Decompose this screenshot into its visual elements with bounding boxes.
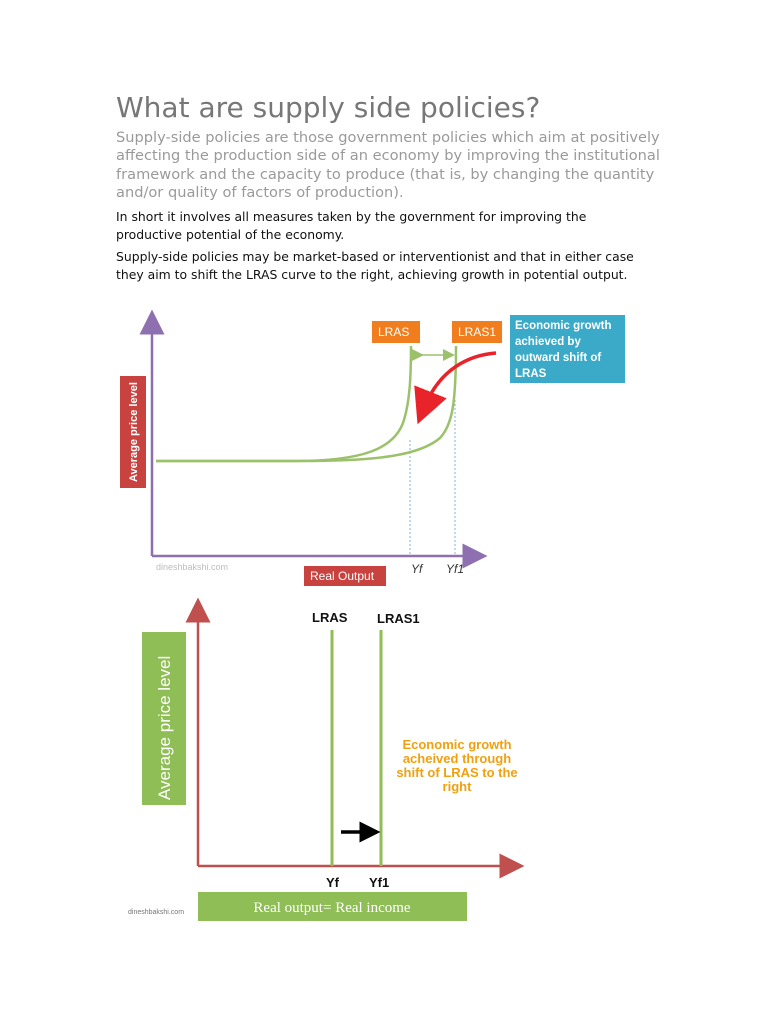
x-tick-yf1: Yf1 [446, 562, 465, 576]
x-tick-yf1-2: Yf1 [369, 875, 390, 890]
lras1-label-2: LRAS1 [377, 611, 420, 626]
watermark-2: dineshbakshi.com [128, 909, 185, 916]
callout-line: achieved by [515, 336, 581, 348]
note-line: right [442, 779, 472, 794]
page-title: What are supply side policies? [116, 91, 541, 124]
intro-paragraph: Supply-side policies are those government policies which aim at positively affecting the production side of an economy by improving the institutional framework and the capacity to produce (that is, by changing the quantity and/or quality of factors of production). [116, 129, 660, 201]
y-axis-label-2: Average price level [155, 655, 174, 800]
lras-label: LRAS [378, 325, 410, 339]
note-line: acheived through [402, 751, 512, 766]
lras-label-2: LRAS [312, 610, 348, 625]
body-paragraph: In short it involves all measures taken by the government for improving the productive potential of the economy. [116, 209, 587, 243]
watermark: dineshbakshi.com [156, 562, 229, 572]
red-pointer-arrow [424, 353, 496, 408]
callout-line: Economic growth [515, 320, 612, 332]
note-line: shift of LRAS to the [396, 765, 518, 780]
x-tick-yf-2: Yf [326, 875, 339, 890]
x-tick-yf: Yf [411, 562, 423, 576]
lras-curve [156, 346, 411, 461]
y-axis-label: Average price level [128, 382, 140, 482]
x-axis-label-2: Real output= Real income [253, 900, 411, 916]
callout-line: LRAS [515, 368, 547, 380]
callout-line: outward shift of [515, 352, 602, 364]
lras1-label: LRAS1 [458, 325, 497, 339]
note-line: Economic growth [402, 737, 512, 752]
x-axis-label: Real Output [310, 569, 375, 583]
body-paragraph: Supply-side policies may be market-based or interventionist and that in either case they aim to shift the LRAS curve to the right, achieving growth in potential output. [116, 249, 634, 283]
